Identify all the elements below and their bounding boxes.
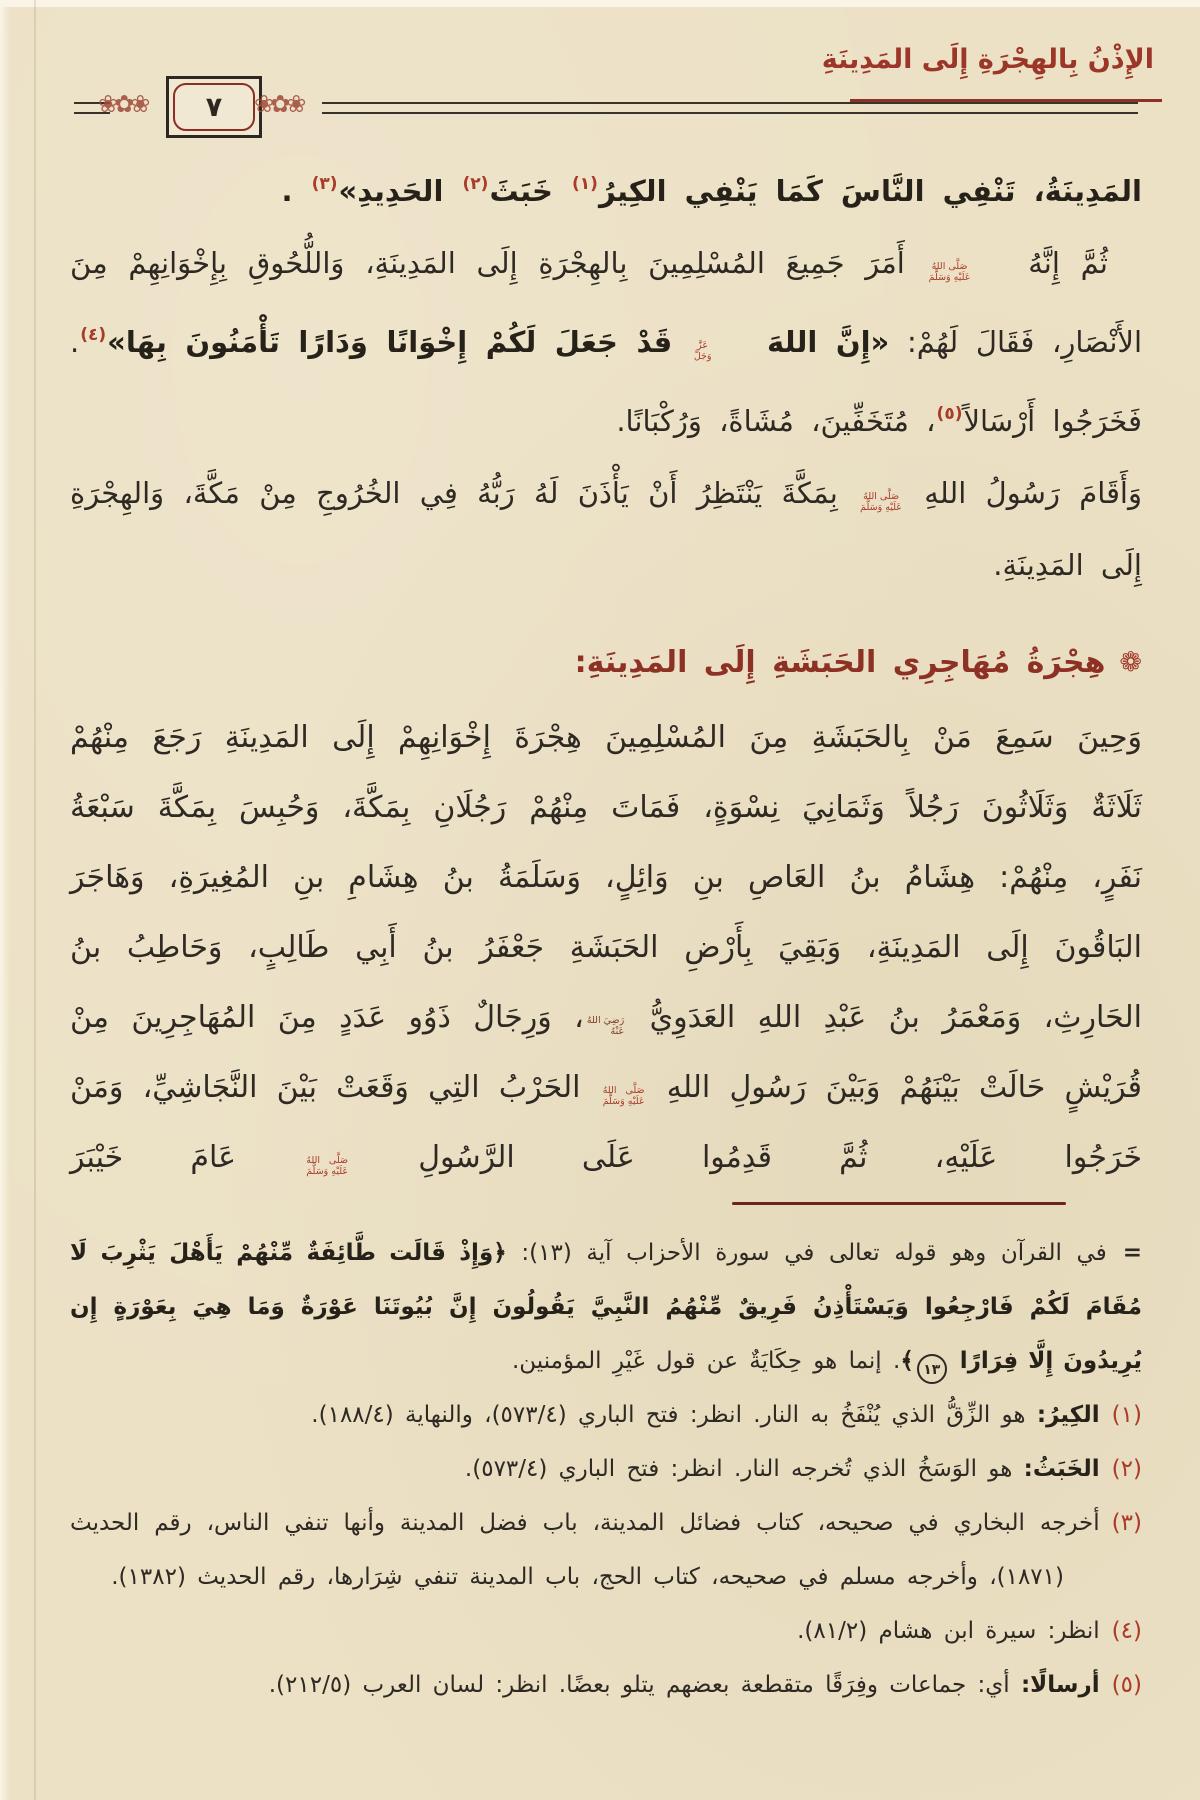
scan-edge-top	[0, 0, 1200, 7]
footnote-number-2: (٢)	[1111, 1456, 1142, 1482]
body-paragraph-1	[70, 148, 1142, 227]
quran-open-bracket: ﴿	[493, 1240, 507, 1266]
body-text: . فَخَرَجُوا أَرْسَالاً	[70, 325, 1142, 438]
footnote-marker-1: (١)	[571, 174, 598, 194]
footnote-3	[70, 1496, 1142, 1604]
footnote-number-4: (٤)	[1111, 1618, 1142, 1644]
footnote-term: أرسالًا:	[1020, 1672, 1100, 1698]
footnote-term: الخَبَثُ:	[1023, 1456, 1100, 1482]
footnote-text: هو الوَسَخُ الذي تُخرجه النار. انظر: فتح الباري (٥٧٣/٤).	[464, 1456, 1024, 1482]
azwj-text-top: عَزَّ	[697, 340, 709, 352]
footnote-separator	[732, 1202, 1066, 1205]
radiallahu-anhu-icon	[587, 1016, 624, 1037]
body-paragraph-3	[70, 457, 1142, 601]
footnote-5	[70, 1658, 1142, 1712]
footnote-2	[70, 1442, 1142, 1496]
body-text: أَمَرَ جَمِيعَ المُسْلِمِينَ بِالهِجْرَةِ إِلَى المَدِينَةِ، وَاللُّحُوقِ بِإِخْوَانِهِمْ مِنَ الأَنْصَارِ، فَقَالَ لَهُمْ:	[70, 246, 1143, 359]
saws-text-top: صَلَّى اللهُ	[306, 1155, 349, 1167]
body-paragraph-4	[70, 703, 1142, 1193]
header-rule	[322, 102, 1138, 114]
ranhu-text-top: رَضِيَ اللهُ	[586, 1015, 625, 1027]
footnote-text: في القرآن وهو قوله تعالى في سورة الأحزاب آية (١٣):	[506, 1240, 1107, 1266]
saws-text-bottom: عَلَيْهِ وَسَلَّمَ	[928, 272, 971, 283]
body-text: الحَرْبُ التِي وَقَعَتْ بَيْنَ النَّجَاشِيِّ، وَمَنْ خَرَجُوا عَلَيْهِ، ثُمَّ قَدِمُوا عَلَى الرَّسُولِ	[70, 1070, 1143, 1175]
flourish-icon: ❀✿❀	[254, 90, 303, 118]
saws-text-top: صَلَّى اللهُ	[863, 491, 900, 503]
footnote-text: أخرجه البخاري في صحيحه، كتاب فضائل المدينة، باب فضل المدينة وأنها تنفي الناس، رقم الحديث (١٨٧١)، وأخرجه مسلم في صحيحه، كتاب الحج، باب المدينة تنفي شِرَارها، رقم الحديث (١٣٨٢).	[70, 1510, 1100, 1590]
footnote-number-1: (١)	[1111, 1402, 1142, 1428]
rosette-icon: ❁	[1119, 647, 1142, 678]
page-number-box	[166, 76, 262, 138]
page-number: ٧	[173, 83, 255, 131]
footnote-term: الكِيرُ:	[1036, 1402, 1100, 1428]
hadith-text: خَبَثَ	[489, 174, 571, 208]
footnote-marker-4: (٤)	[80, 325, 107, 345]
body-text: ، مُتَخَفِّينَ، مُشَاةً، وَرُكْبَانًا.	[616, 404, 936, 438]
hadith-text: قَدْ جَعَلَ لَكُمْ إِخْوَانًا وَدَارًا تَأْمَنُونَ بِهَا»	[107, 325, 691, 359]
footnote-1	[70, 1388, 1142, 1442]
footnote-marker-3: (٣)	[311, 174, 338, 194]
body-text: عَامَ خَيْبَرَ	[70, 1140, 304, 1175]
saws-text-bottom: عَلَيْهِ وَسَلَّمَ	[860, 502, 902, 513]
hadith-text: الحَدِيدِ»	[338, 174, 462, 208]
hadith-text: .	[281, 174, 311, 208]
body-text: وَحِينَ سَمِعَ مَنْ بِالحَبَشَةِ مِنَ المُسْلِمِينَ هِجْرَةَ إِخْوَانِهِمْ إِلَى المَدِينَةِ رَجَعَ مِنْهُمْ ثَلَاثَةٌ وَثَلَاثُونَ رَجُلاً وَثَمَانِيَ نِسْوَةٍ، فَمَاتَ مِنْهُمْ رَجُلَانِ بِمَكَّةَ، وَحُبِسَ بِمَكَّةَ سَبْعَةُ نَفَرٍ، مِنْهُمْ: هِشَامُ بنُ العَاصِ بنِ وَائِلٍ، وَسَلَمَةُ بنُ هِشَامِ بنِ المُغِيرَةِ، وَهَاجَرَ البَاقُونَ إِلَى المَدِينَةِ، وَبَقِيَ بِأَرْضِ الحَبَشَةِ جَعْفَرُ بنُ أَبِي طَالِبٍ، وَحَاطِبُ بنُ الحَارِثِ، وَمَعْمَرُ بنُ عَبْدِ اللهِ العَدَوِيُّ	[70, 720, 1142, 1035]
body-text: ، وَرِجَالٌ ذَوُو عَدَدٍ مِنَ المُهَاجِرِينَ مِنْ قُرَيْشٍ حَالَتْ بَيْنَهُمْ وَبَيْنَ رَسُولِ اللهِ	[70, 1000, 1142, 1105]
flourish-icon: ❀✿❀	[98, 90, 147, 118]
body-text: وَأَقَامَ رَسُولُ اللهِ	[904, 476, 1142, 510]
footnote-text: . إنما هو حِكَايَةٌ عن قول غَيْرِ المؤمنين.	[511, 1348, 901, 1374]
azwj-text-bottom: وَجَلَّ	[693, 351, 712, 362]
saws-text-top: صَلَّى اللهُ	[931, 261, 968, 273]
footnote-continuation	[70, 1226, 1142, 1388]
body-text-block	[70, 148, 1142, 1193]
section-heading-text: هِجْرَةُ مُهَاجِرِي الحَبَشَةِ إِلَى المَدِينَةِ:	[574, 645, 1106, 680]
continuation-marker: =	[1122, 1240, 1142, 1266]
footnote-marker-5: (٥)	[936, 404, 963, 424]
footnote-marker-2: (٢)	[462, 174, 489, 194]
page-header-title: الإِذْنُ بِالهِجْرَةِ إِلَى المَدِينَةِ	[821, 44, 1154, 75]
ranhu-text-bottom: عَنْهُ	[610, 1026, 625, 1037]
hadith-text: المَدِينَةُ، تَنْفِي النَّاسَ كَمَا يَنْفِي الكِيرُ	[598, 174, 1142, 208]
footnote-4	[70, 1604, 1142, 1658]
scan-edge-left	[0, 0, 10, 1800]
gutter-line	[34, 0, 36, 1800]
saws-icon	[306, 1156, 348, 1177]
footnote-number-3: (٣)	[1111, 1510, 1142, 1536]
body-text: ثُمَّ إِنَّهُ	[1007, 246, 1108, 280]
quran-verse-text: وَإِذْ قَالَت طَّائِفَةٌ مِّنْهُمْ يَأَهْلَ يَثْرِبَ لَا مُقَامَ لَكُمْ فَارْجِعُوا وَيَسْتَأْذِنُ فَرِيقٌ مِّنْهُمُ النَّبِيَّ يَقُولُونَ إِنَّ بُيُوتَنَا عَوْرَةٌ وَمَا هِيَ بِعَوْرَةٍ إِن يُرِيدُونَ إِلَّا فِرَارًا	[70, 1240, 1142, 1374]
body-paragraph-2	[70, 227, 1142, 457]
footnote-number-5: (٥)	[1111, 1672, 1142, 1698]
saws-icon	[603, 1086, 645, 1107]
ayah-number-badge: ١٣	[917, 1354, 947, 1384]
saws-text-bottom: عَلَيْهِ وَسَلَّمَ	[602, 1096, 645, 1107]
body-text: بِمَكَّةَ يَنْتَظِرُ أَنْ يَأْذَنَ لَهُ رَبُّهُ فِي الخُرُوجِ مِنْ مَكَّةَ، وَالهِجْرَةِ إِلَى المَدِينَةِ.	[70, 476, 1142, 582]
footnotes-block	[70, 1226, 1142, 1712]
saws-icon	[860, 492, 902, 513]
footnote-text: هو الزِّقُّ الذي يُنْفَخُ به النار. انظر: فتح الباري (٥٧٣/٤)، والنهاية (١٨٨/٤).	[311, 1402, 1037, 1428]
saws-text-bottom: عَلَيْهِ وَسَلَّمَ	[306, 1166, 349, 1177]
saws-icon	[929, 262, 1005, 283]
footnote-text: أي: جماعات وفِرَقًا متقطعة بعضهم يتلو بعضًا. انظر: لسان العرب (٢١٢/٥).	[268, 1672, 1021, 1698]
footnote-text: انظر: سيرة ابن هشام (٨١/٢).	[797, 1618, 1100, 1644]
quran-close-bracket: ﴾	[900, 1348, 914, 1374]
azza-wajal-icon	[694, 341, 746, 362]
saws-text-top: صَلَّى اللهُ	[602, 1085, 645, 1097]
section-heading	[70, 627, 1142, 699]
hadith-text: «إِنَّ اللهَ	[748, 325, 890, 359]
